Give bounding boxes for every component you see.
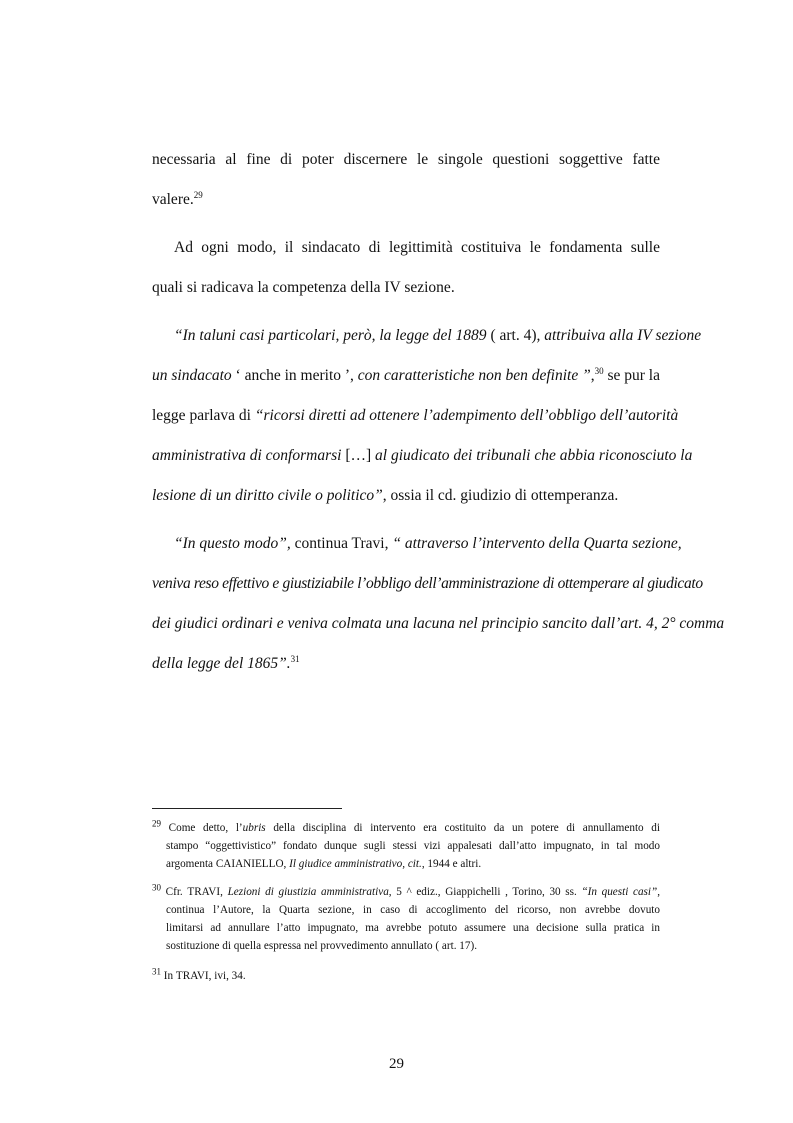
footnote-ref-31[interactable]: 31 bbox=[290, 653, 300, 664]
paragraph-line: necessaria al fine di poter discernere le singole questioni soggettive fatte bbox=[152, 151, 660, 168]
quote-line: “In questo modo”, continua Travi, “ attraverso l’intervento della Quarta sezione, bbox=[174, 535, 682, 552]
quote-line: “In taluni casi particolari, però, la legge del 1889 ( art. 4), attribuiva alla IV sezione bbox=[174, 327, 702, 344]
quote-line: della legge del 1865”.$^{31}$ bbox=[152, 653, 300, 672]
page-number: 29 bbox=[389, 1056, 404, 1072]
quote-line: legge parlava di “ricorsi diretti ad ottenere l’adempimento dell’obbligo dell’autorità bbox=[152, 407, 679, 424]
footnote-30-line: limitarsi ad annullare l’atto impugnato, ma avrebbe potuto assumere una decisione sulla pratica in bbox=[166, 922, 660, 934]
footnote-30-line: sostituzione di quella espressa nel provvedimento annullato ( art. 17). bbox=[166, 940, 477, 952]
paragraph-line: valere.$^{29}$ bbox=[152, 189, 203, 208]
quote-line: dei giudici ordinari e veniva colmata una lacuna nel principio sancito dall’art. 4, 2° comma bbox=[152, 615, 725, 632]
footnote-ref-29[interactable]: 29 bbox=[193, 189, 203, 200]
footnote-separator bbox=[152, 808, 342, 809]
quote-line: amministrativa di conformarsi […] al giudicato dei tribunali che abbia riconosciuto la bbox=[152, 447, 693, 464]
quote-line: un sindacato ‘ anche in merito ’, con caratteristiche non ben definite ”,$^{30}$ se pur la bbox=[152, 365, 660, 384]
footnote-ref-30[interactable]: 30 bbox=[594, 365, 604, 376]
footnote-29-line: stampo “oggettivistico” fondato dunque sugli stessi vizi appalesati dall’atto impugnato, in tal modo bbox=[166, 840, 660, 852]
footnote-30: $^{30}$ Cfr. TRAVI, Lezioni di giustizia amministrativa, 5 ^ ediz., Giappichelli , Torino, 30 ss. “In questi casi”, bbox=[152, 882, 661, 898]
paragraph-line: quali si radicava la competenza della IV sezione. bbox=[152, 279, 455, 296]
quote-line: veniva reso effettivo e giustiziabile l’obbligo dell’amministrazione di ottemperare al giudicato bbox=[152, 575, 703, 592]
footnote-29-line: argomenta CAIANIELLO, Il giudice amministrativo, cit., 1944 e altri. bbox=[166, 858, 482, 870]
footnote-31: $^{31}$ In TRAVI, ivi, 34. bbox=[152, 966, 246, 982]
paragraph-line: Ad ogni modo, il sindacato di legittimità costituiva le fondamenta sulle bbox=[174, 239, 660, 256]
footnote-29: $^{29}$ Come detto, l’ubris della disciplina di intervento era costituito da un potere di annullamento di bbox=[152, 818, 660, 834]
quote-line: lesione di un diritto civile o politico”, ossia il cd. giudizio di ottemperanza. bbox=[152, 487, 619, 504]
footnote-30-line: continua l’Autore, la Quarta sezione, in caso di accoglimento del ricorso, non avrebbe dovuto bbox=[166, 904, 660, 916]
